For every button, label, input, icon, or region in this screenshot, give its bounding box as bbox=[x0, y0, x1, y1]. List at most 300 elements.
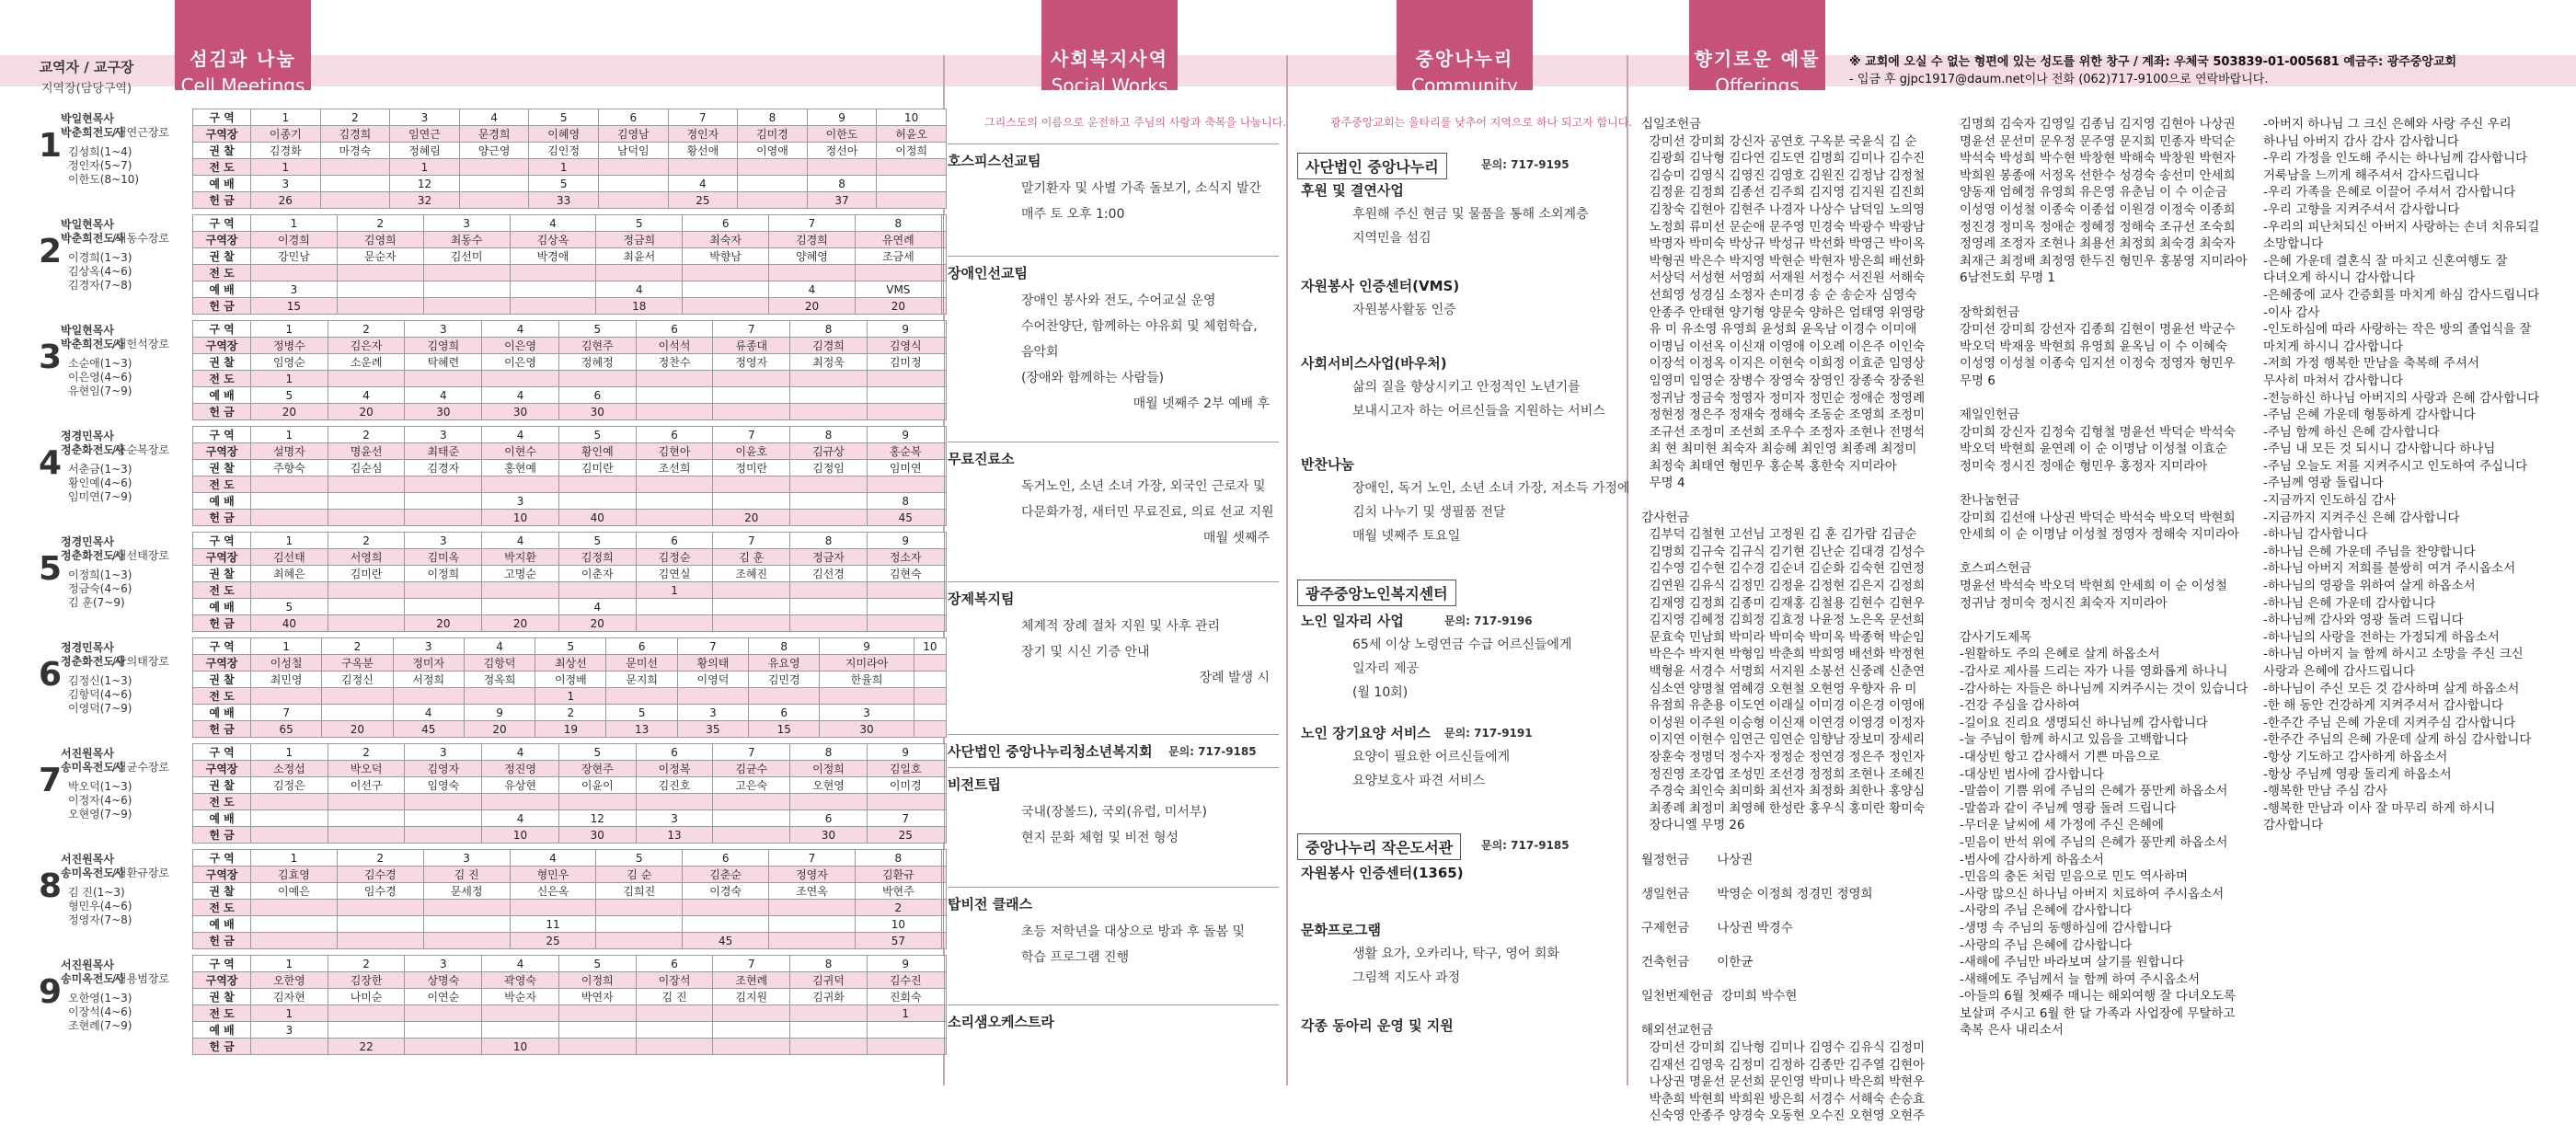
member-range: 김 진(1~3) bbox=[68, 886, 125, 899]
table-cell bbox=[944, 1022, 946, 1039]
org-phone: 문의: 717-9185 bbox=[1481, 839, 1570, 852]
table-cell bbox=[944, 916, 947, 933]
table-cell bbox=[683, 298, 769, 315]
table-cell bbox=[944, 338, 946, 354]
table-cell: 2 bbox=[328, 427, 405, 443]
table-cell: 장현주 bbox=[558, 761, 636, 777]
tab-label-ko: 사회복지사역 bbox=[1051, 48, 1168, 70]
table-cell: 김미경 bbox=[738, 126, 808, 143]
row-label: 권 찰 bbox=[193, 566, 251, 582]
table-cell bbox=[482, 1022, 559, 1039]
org-title: 광주중앙노인복지센터 bbox=[1297, 580, 1456, 606]
table-cell bbox=[677, 688, 748, 705]
table-cell bbox=[713, 371, 790, 387]
table-cell: 4 bbox=[510, 850, 596, 867]
table-cell: 김선경 bbox=[790, 566, 868, 582]
section-line: 매월 넷째주 2부 예배 후 bbox=[1133, 396, 1270, 411]
table-cell bbox=[713, 1039, 790, 1055]
table-cell bbox=[596, 933, 683, 949]
table-row bbox=[193, 281, 947, 298]
table-cell bbox=[944, 533, 946, 549]
table-cell: 4 bbox=[668, 176, 738, 192]
section-title: 탑비전 클래스 bbox=[948, 896, 1033, 913]
pastor2-name: 정춘화전도사 bbox=[61, 549, 125, 562]
center-intro: 광주중앙교회는 울타리를 낮추어 지역으로 하나 되고자 합니다. bbox=[1330, 116, 1633, 129]
table-row bbox=[193, 883, 947, 900]
table-cell: 문미선 bbox=[606, 655, 677, 672]
table-cell: 30 bbox=[405, 404, 482, 420]
table-cell: 5 bbox=[596, 850, 683, 867]
member-range: 김항덕(4~6) bbox=[68, 688, 132, 701]
section-title: 사단법인 중앙나누리청소년복지회 bbox=[948, 743, 1153, 760]
cell-group bbox=[13, 743, 947, 843]
table-cell bbox=[328, 794, 405, 810]
table-cell: 2 bbox=[337, 850, 423, 867]
member-range: 이정자(4~6) bbox=[68, 794, 132, 807]
table-cell: 33 bbox=[529, 192, 599, 209]
member-list bbox=[68, 780, 183, 821]
table-cell: 3 bbox=[405, 533, 482, 549]
table-cell: 3 bbox=[393, 638, 464, 655]
row-label: 전 도 bbox=[193, 688, 251, 705]
table-cell: 30 bbox=[790, 827, 868, 844]
table-cell bbox=[944, 549, 946, 566]
table-cell: 이석석 bbox=[636, 338, 713, 354]
table-cell bbox=[944, 298, 947, 315]
table-cell bbox=[328, 510, 405, 526]
member-range: 정인자(5~7) bbox=[68, 159, 132, 172]
table-cell bbox=[944, 615, 946, 632]
member-range: 서춘금(1~3) bbox=[68, 463, 132, 476]
table-cell: 김균수 bbox=[713, 761, 790, 777]
table-cell bbox=[914, 721, 946, 738]
table-cell: 최민영 bbox=[251, 672, 322, 688]
group-number: 5 bbox=[39, 550, 63, 588]
table-cell: 김일호 bbox=[867, 761, 944, 777]
row-label: 권 찰 bbox=[193, 777, 251, 794]
table-cell bbox=[558, 493, 636, 510]
table-cell: 10 bbox=[877, 109, 947, 126]
table-row bbox=[193, 721, 947, 738]
table-cell bbox=[405, 794, 482, 810]
table-cell: 3 bbox=[423, 215, 510, 232]
table-cell: 이경숙 bbox=[683, 883, 769, 900]
table-cell bbox=[867, 1022, 944, 1039]
table-cell: 이은영 bbox=[482, 354, 559, 371]
table-cell: 오현영 bbox=[790, 777, 868, 794]
table-cell bbox=[944, 215, 947, 232]
table-cell: 4 bbox=[482, 956, 559, 972]
table-cell bbox=[636, 615, 713, 632]
table-row bbox=[193, 109, 947, 126]
table-cell: 최정욱 bbox=[790, 354, 868, 371]
table-cell bbox=[405, 1022, 482, 1039]
table-cell bbox=[337, 265, 423, 281]
table-cell: 박지환 bbox=[482, 549, 559, 566]
table-row bbox=[193, 989, 947, 1005]
table-cell: 김지원 bbox=[713, 989, 790, 1005]
offerings-col-3: -아버지 하나님 그 크신 은혜와 사랑 주신 우리 하나님 아버지 감사 감사 감사합니다 -우리 가정을 인도해 주시는 하나님께 감사합니다 거룩남을 느끼게 해주셔서 감사드립니다 -우리 가족을 은혜로 이끌어 주셔서 감사합니다 -우리 고향을 지켜주셔서 감사합니다 -우리의 피난처되신 아버지 사랑하는 손녀 치유되길 소망합니다 -은혜 가운데 결혼식 잘 마치고 신혼여행도 잘 다녀오게 하시니 감사합니다 -은혜중에 교사 간증회를 마치게 하심 감사드립니다 -이사 감사 -인도하심에 따라 사랑하는 작은 방의 졸업식을 잘 마치게 하시니 감사합니다 -저희 가정 행복한 만남을 축복해 주셔서 무사히 마쳐서 감사합니다 -전능하신 하나님 아버지의 사랑과 은혜 감사합니다 -주님 은혜 가운데 형통하게 감사합니다 -주님 함께 하신 은혜 감사합니다 -주님 내 모든 것 되시니 감사합니다 하나님 -주님 오늘도 저를 지켜주시고 인도하여 주십니다 -주님께 영광 돌립니다 -지금까지 인도하심 감사 -지금까지 지켜주신 은혜 감사합니다 -하나님 감사합니다 -하나님 은혜 가운데 주님을 찬양합니다 -하나님 아버지 저희를 불쌍히 여겨 주시옵소서 -하나님의 영광을 위하여 살게 하옵소서 -하나님 은혜 가운데 감사합니다 -하나님께 감사와 영광 돌려 드립니다 -하나님의 사랑을 전하는 가정되게 하옵소서 -하나님 아버지 늘 함께 하시고 소망을 주신 크신 사랑과 은혜에 감사드립니다 -하나님이 주신 모든 것 감사하며 살게 하옵소서 -한 해 동안 건강하게 지켜주셔서 감사합니다 -한주간 주님 은혜 가운데 지켜주심 감사합니다 -한주간 주님의 은혜 가운데 살게 하심 감사합니다 -항상 기도하고 감사하게 하옵소서 -항상 주님께 영광 돌리게 하옵소서 -행복한 만남 주심 감사 -행복한 만남과 이사 잘 마무리 하게 하시니 감사합니다 bbox=[2263, 117, 2540, 833]
table-cell: 40 bbox=[558, 510, 636, 526]
item-title: 각종 동아리 운영 및 지원 bbox=[1301, 1017, 1454, 1034]
section-line: 음악회 bbox=[1021, 345, 1059, 360]
item-line: 김치 나누기 및 생필품 전달 bbox=[1352, 505, 1506, 520]
table-cell bbox=[606, 688, 677, 705]
table-cell: 20 bbox=[769, 298, 856, 315]
table-cell: 1 bbox=[251, 533, 328, 549]
table-cell: 김자현 bbox=[251, 989, 328, 1005]
table-cell: 3 bbox=[405, 321, 482, 338]
table-cell bbox=[944, 883, 947, 900]
table-cell: 20 bbox=[464, 721, 535, 738]
table-cell: 이윤호 bbox=[713, 443, 790, 460]
table-cell bbox=[482, 794, 559, 810]
table-cell bbox=[423, 298, 510, 315]
pastor2-name: 송미옥전도사 bbox=[61, 867, 125, 879]
table-cell bbox=[944, 956, 946, 972]
table-cell: 이춘자 bbox=[558, 566, 636, 582]
table-row bbox=[193, 615, 947, 632]
section-title: 장제복지팀 bbox=[948, 591, 1015, 607]
table-cell: 6 bbox=[636, 427, 713, 443]
table-cell bbox=[944, 281, 947, 298]
table-cell: 4 bbox=[393, 705, 464, 721]
table-row bbox=[193, 972, 947, 989]
table-cell: 홍순복 bbox=[867, 443, 944, 460]
table-cell: 57 bbox=[855, 933, 941, 949]
table-cell bbox=[405, 510, 482, 526]
table-cell: 35 bbox=[677, 721, 748, 738]
table-row bbox=[193, 248, 947, 265]
table-cell bbox=[944, 510, 946, 526]
row-label: 전 도 bbox=[193, 1005, 251, 1022]
table-cell bbox=[322, 705, 393, 721]
member-range: 유현임(7~9) bbox=[68, 385, 132, 397]
group-number: 3 bbox=[39, 339, 63, 376]
table-cell: 김환규 bbox=[855, 867, 941, 883]
table-cell: 김 훈 bbox=[713, 549, 790, 566]
cell-group bbox=[13, 109, 947, 208]
member-list bbox=[68, 674, 183, 716]
table-row bbox=[193, 933, 947, 949]
table-cell bbox=[867, 371, 944, 387]
table-cell bbox=[790, 1005, 868, 1022]
table-cell: 9 bbox=[807, 109, 877, 126]
table-cell: 김상옥 bbox=[510, 232, 596, 248]
table-cell bbox=[328, 476, 405, 493]
table-cell bbox=[944, 933, 947, 949]
table-cell: 조현례 bbox=[713, 972, 790, 989]
item-title: 자원봉사 인증센터(1365) bbox=[1301, 865, 1464, 881]
table-cell: 3 bbox=[423, 850, 510, 867]
pastor-name: 서진원목사 bbox=[61, 747, 114, 760]
table-cell: 30 bbox=[482, 404, 559, 420]
table-cell: 신은옥 bbox=[510, 883, 596, 900]
item-title: 후원 및 결연사업 bbox=[1301, 182, 1404, 199]
row-label: 구 역 bbox=[193, 638, 251, 655]
table-cell: 정금희 bbox=[596, 232, 683, 248]
pastor2-name: 박춘희전도사 bbox=[61, 338, 125, 350]
table-cell bbox=[251, 265, 338, 281]
table-cell: 김민경 bbox=[749, 672, 820, 688]
table-cell bbox=[790, 1022, 868, 1039]
table-cell bbox=[944, 321, 946, 338]
table-cell: 이윤이 bbox=[558, 777, 636, 794]
table-row bbox=[193, 460, 947, 476]
table-cell bbox=[251, 794, 328, 810]
table-cell bbox=[558, 1005, 636, 1022]
tab-offerings bbox=[1689, 0, 1825, 97]
table-row bbox=[193, 533, 947, 549]
table-cell: 65 bbox=[251, 721, 322, 738]
table-cell: 김영희 bbox=[337, 232, 423, 248]
section-line: 수어찬양단, 함께하는 야유회 및 체험학습, bbox=[1021, 319, 1258, 334]
table-cell: 8 bbox=[790, 321, 868, 338]
table-cell: 김규상 bbox=[790, 443, 868, 460]
table-cell bbox=[944, 1039, 946, 1055]
table-row bbox=[193, 215, 947, 232]
item-line: 65세 이상 노령연금 수급 어르신들에게 bbox=[1352, 637, 1572, 652]
table-cell: 홍현예 bbox=[482, 460, 559, 476]
table-cell: 임수경 bbox=[337, 883, 423, 900]
table-cell: 설명자 bbox=[251, 443, 328, 460]
table-cell bbox=[251, 510, 328, 526]
table-row bbox=[193, 761, 947, 777]
table-cell: 박경애 bbox=[510, 248, 596, 265]
row-label: 예 배 bbox=[193, 1022, 251, 1039]
bank-line-2: - 입금 후 gjpc1917@daum.net이나 전화 (062)717-9100으로 연락바랍니다. bbox=[1849, 73, 2269, 86]
table-cell: 5 bbox=[606, 705, 677, 721]
table-cell: 허윤오 bbox=[877, 126, 947, 143]
table-cell: 8 bbox=[749, 638, 820, 655]
table-cell bbox=[769, 916, 856, 933]
table-cell bbox=[738, 176, 808, 192]
table-cell: 10 bbox=[482, 510, 559, 526]
table-cell: 서정희 bbox=[393, 672, 464, 688]
table-cell bbox=[322, 688, 393, 705]
table-cell: 5 bbox=[529, 109, 599, 126]
table-cell bbox=[914, 688, 946, 705]
table-cell: 9 bbox=[867, 427, 944, 443]
table-cell bbox=[251, 900, 338, 916]
table-cell: 지미라아 bbox=[820, 655, 914, 672]
table-cell bbox=[558, 371, 636, 387]
table-cell: 김미란 bbox=[558, 460, 636, 476]
table-cell: 문세정 bbox=[423, 883, 510, 900]
section-divider bbox=[948, 256, 1279, 257]
item-phone: 문의: 717-9191 bbox=[1444, 727, 1533, 740]
table-cell: 4 bbox=[596, 281, 683, 298]
row-label: 헌 금 bbox=[193, 298, 251, 315]
group-number: 8 bbox=[39, 867, 63, 905]
row-label: 전 도 bbox=[193, 794, 251, 810]
table-cell bbox=[914, 672, 946, 688]
table-cell bbox=[320, 192, 390, 209]
member-range: 조현례(7~9) bbox=[68, 1019, 132, 1032]
table-row bbox=[193, 566, 947, 582]
section-title: 무료진료소 bbox=[948, 451, 1015, 467]
table-cell: 남덕임 bbox=[598, 143, 668, 159]
table-cell bbox=[251, 933, 338, 949]
table-cell: 이영애 bbox=[738, 143, 808, 159]
row-label: 권 찰 bbox=[193, 143, 251, 159]
table-cell: 정미란 bbox=[713, 460, 790, 476]
table-cell bbox=[251, 688, 322, 705]
table-cell bbox=[944, 794, 946, 810]
table-cell bbox=[337, 298, 423, 315]
table-row bbox=[193, 354, 947, 371]
table-cell: 양근영 bbox=[459, 143, 529, 159]
section-line: 국내(장볼드), 국외(유럽, 미서부) bbox=[1021, 805, 1207, 820]
table-cell: 20 bbox=[855, 298, 941, 315]
table-row bbox=[193, 338, 947, 354]
item-line: 후원해 주신 현금 및 물품을 통해 소외계층 bbox=[1352, 207, 1589, 222]
item-line: 매월 넷째주 토요일 bbox=[1352, 529, 1461, 544]
item-title: 노인 일자리 사업 bbox=[1301, 613, 1404, 629]
section-line: 학습 프로그램 진행 bbox=[1021, 950, 1130, 965]
table-cell bbox=[337, 281, 423, 298]
table-cell: 이한도 bbox=[807, 126, 877, 143]
row-label: 구 역 bbox=[193, 427, 251, 443]
tab-label-ko: 중앙나누리 bbox=[1415, 48, 1514, 70]
table-cell: 20 bbox=[558, 615, 636, 632]
table-cell: 김경화 bbox=[251, 143, 321, 159]
pastor2-name: 박춘희전도사 bbox=[61, 232, 125, 245]
section-divider bbox=[948, 143, 1279, 144]
table-cell: 1 bbox=[251, 850, 338, 867]
table-cell bbox=[790, 493, 868, 510]
tab-label-en: Cell Meetings bbox=[180, 75, 305, 97]
table-cell: 2 bbox=[320, 109, 390, 126]
table-cell bbox=[405, 476, 482, 493]
table-cell bbox=[944, 566, 946, 582]
table-cell: 40 bbox=[251, 615, 328, 632]
table-cell: 김영식 bbox=[867, 338, 944, 354]
table-cell: 3 bbox=[405, 427, 482, 443]
section-divider bbox=[948, 1004, 1279, 1005]
table-cell bbox=[423, 900, 510, 916]
table-row bbox=[193, 810, 947, 827]
table-cell: 7 bbox=[713, 321, 790, 338]
table-row bbox=[193, 638, 947, 655]
table-cell: 1 bbox=[251, 215, 338, 232]
table-cell bbox=[790, 615, 868, 632]
table-cell bbox=[393, 688, 464, 705]
table-row bbox=[193, 1022, 947, 1039]
cell-table bbox=[192, 637, 947, 738]
table-cell bbox=[558, 1039, 636, 1055]
table-cell: 2 bbox=[328, 321, 405, 338]
section-line: 장례 발생 시 bbox=[1199, 671, 1270, 685]
table-cell: 5 bbox=[251, 387, 328, 404]
table-cell: 정혜정 bbox=[558, 354, 636, 371]
row-label: 전 도 bbox=[193, 476, 251, 493]
table-cell: 나미순 bbox=[328, 989, 405, 1005]
table-cell bbox=[328, 582, 405, 599]
table-cell: 김연실 bbox=[636, 566, 713, 582]
table-cell: 황선애 bbox=[668, 143, 738, 159]
table-cell bbox=[328, 810, 405, 827]
table-cell: 이정복 bbox=[636, 761, 713, 777]
table-cell: 정소자 bbox=[867, 549, 944, 566]
table-cell: 곽영숙 bbox=[482, 972, 559, 989]
table-cell: 1 bbox=[251, 371, 328, 387]
table-cell bbox=[769, 900, 856, 916]
cell-group bbox=[13, 955, 947, 1054]
row-label: 구 역 bbox=[193, 744, 251, 761]
table-row bbox=[193, 510, 947, 526]
table-cell: 19 bbox=[535, 721, 606, 738]
table-cell: 조혜진 bbox=[713, 566, 790, 582]
table-cell: 6 bbox=[683, 850, 769, 867]
row-label: 권 찰 bbox=[193, 248, 251, 265]
table-cell bbox=[405, 582, 482, 599]
table-cell bbox=[944, 582, 946, 599]
pastor2-name: 정춘화전도사 bbox=[61, 655, 125, 668]
item-line: 자원봉사활동 인증 bbox=[1352, 303, 1456, 317]
table-cell: 임영순 bbox=[251, 354, 328, 371]
table-row bbox=[193, 850, 947, 867]
table-cell bbox=[558, 794, 636, 810]
section-divider bbox=[948, 767, 1279, 768]
table-cell: 2 bbox=[328, 956, 405, 972]
table-cell bbox=[668, 159, 738, 176]
table-cell: 정영자 bbox=[769, 867, 856, 883]
table-cell bbox=[636, 371, 713, 387]
table-cell: 25 bbox=[510, 933, 596, 949]
table-cell bbox=[251, 810, 328, 827]
region-elder: /김용범장로 bbox=[112, 972, 170, 985]
member-list bbox=[68, 145, 183, 187]
table-cell: 양혜영 bbox=[769, 248, 856, 265]
table-cell bbox=[738, 192, 808, 209]
table-cell: 황의태 bbox=[677, 655, 748, 672]
member-list bbox=[68, 251, 183, 293]
table-cell: 1 bbox=[251, 1005, 328, 1022]
region-elder: /임연근장로 bbox=[112, 126, 170, 139]
item-line: 삶의 질을 향상시키고 안정적인 노년기를 bbox=[1352, 380, 1581, 395]
cell-table bbox=[192, 320, 947, 420]
table-cell bbox=[867, 615, 944, 632]
row-label: 전 도 bbox=[193, 159, 251, 176]
table-cell: 1 bbox=[636, 582, 713, 599]
table-cell bbox=[251, 476, 328, 493]
table-cell: 김선미 bbox=[423, 248, 510, 265]
group-number: 4 bbox=[39, 444, 63, 482]
table-row bbox=[193, 371, 947, 387]
table-cell: 정옥희 bbox=[464, 672, 535, 688]
table-cell bbox=[867, 404, 944, 420]
table-cell: 김정희 bbox=[558, 549, 636, 566]
table-cell: 30 bbox=[820, 721, 914, 738]
table-cell: 1 bbox=[251, 427, 328, 443]
member-range: 황인예(4~6) bbox=[68, 476, 132, 489]
table-cell: 7 bbox=[668, 109, 738, 126]
table-row bbox=[193, 794, 947, 810]
table-cell: 10 bbox=[482, 827, 559, 844]
table-cell bbox=[320, 176, 390, 192]
table-cell: 12 bbox=[390, 176, 460, 192]
table-cell bbox=[855, 265, 941, 281]
table-row bbox=[193, 404, 947, 420]
table-cell: 45 bbox=[867, 510, 944, 526]
table-cell: 3 bbox=[405, 744, 482, 761]
table-cell bbox=[877, 192, 947, 209]
table-cell: 김수진 bbox=[867, 972, 944, 989]
table-cell: 7 bbox=[769, 215, 856, 232]
row-label: 권 찰 bbox=[193, 989, 251, 1005]
table-cell: 4 bbox=[482, 744, 559, 761]
